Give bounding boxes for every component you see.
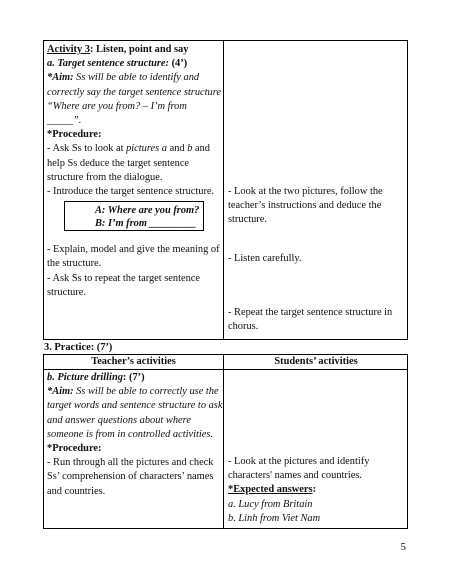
structure-answer: B: I’m from _________ — [95, 218, 197, 229]
student-line: chorus. — [228, 321, 259, 333]
procedure-line: Ss’ comprehension of characters’ names — [47, 471, 214, 483]
students-header: Students’ activities — [274, 356, 358, 367]
sentence-structure-box — [64, 201, 204, 231]
procedure-line: - Ask Ss to repeat the target sentence — [47, 272, 201, 284]
expected-answer: b. Linh from Viet Nam — [228, 512, 321, 524]
student-line: - Listen carefully. — [228, 252, 302, 264]
section-a-heading: a. Target sentence structure: (4’) — [47, 58, 188, 70]
teacher-column — [44, 41, 224, 339]
procedure-line: - Run through all the pictures and check — [47, 457, 214, 469]
aim-line: correctly say the target sentence structure — [47, 86, 221, 98]
activity-title: Activity 3: Listen, point and say — [47, 44, 189, 55]
page-number: 5 — [400, 541, 406, 553]
expected-answers-label: *Expected answers: — [228, 484, 317, 496]
spacer — [228, 371, 404, 455]
practice-table — [43, 354, 408, 529]
structure-question: A: Where are you from? — [95, 205, 200, 216]
aim-line: “Where are you from? – I’m from — [47, 100, 187, 112]
procedure-line: the structure. — [47, 258, 102, 270]
spacer — [228, 266, 404, 306]
aim-line: target words and sentence structure to ask — [47, 400, 223, 412]
expected-answer: a. Lucy from Britain — [228, 498, 313, 510]
student-line: teacher’s instructions and deduce the — [228, 200, 382, 212]
spacer — [228, 43, 404, 185]
student-line: structure. — [228, 214, 267, 226]
procedure-line: and countries. — [47, 485, 106, 497]
students-column — [225, 370, 407, 528]
procedure-line: - Introduce the target sentence structure. — [47, 186, 215, 198]
procedure-line: help Ss deduce the target sentence — [47, 157, 190, 169]
aim-line: *Aim: Ss will be able to correctly use the — [47, 386, 219, 398]
teacher-header: Teacher’s activities — [44, 355, 224, 369]
student-line: characters' names and countries. — [228, 470, 363, 482]
spacer — [228, 228, 404, 252]
student-line: - Look at the two pictures, follow the — [228, 186, 383, 197]
procedure-line: - Explain, model and give the meaning of — [47, 244, 220, 256]
student-line: - Look at the pictures and identify — [228, 456, 370, 467]
aim-line: someone is from in controlled activities. — [47, 428, 214, 440]
procedure-label: *Procedure: — [47, 129, 102, 141]
procedure-label: *Procedure: — [47, 443, 102, 455]
procedure-line: structure from the dialogue. — [47, 171, 163, 183]
procedure-line: - Ask Ss to look at pictures a and b and — [47, 143, 210, 155]
student-line: - Repeat the target sentence structure in — [228, 306, 393, 318]
section-b-heading: b. Picture drilling: (7’) — [47, 372, 145, 383]
aim-line: _____”. — [47, 115, 82, 127]
table-header — [44, 355, 407, 370]
aim-line: and answer questions about where — [47, 414, 191, 426]
activity3-table — [43, 40, 408, 340]
practice-heading: 3. Practice: (7’) — [44, 342, 113, 353]
teacher-column — [44, 370, 224, 528]
procedure-line: structure. — [47, 286, 86, 298]
students-column — [225, 41, 407, 339]
aim-line: *Aim: Ss will be able to identify and — [47, 72, 200, 84]
